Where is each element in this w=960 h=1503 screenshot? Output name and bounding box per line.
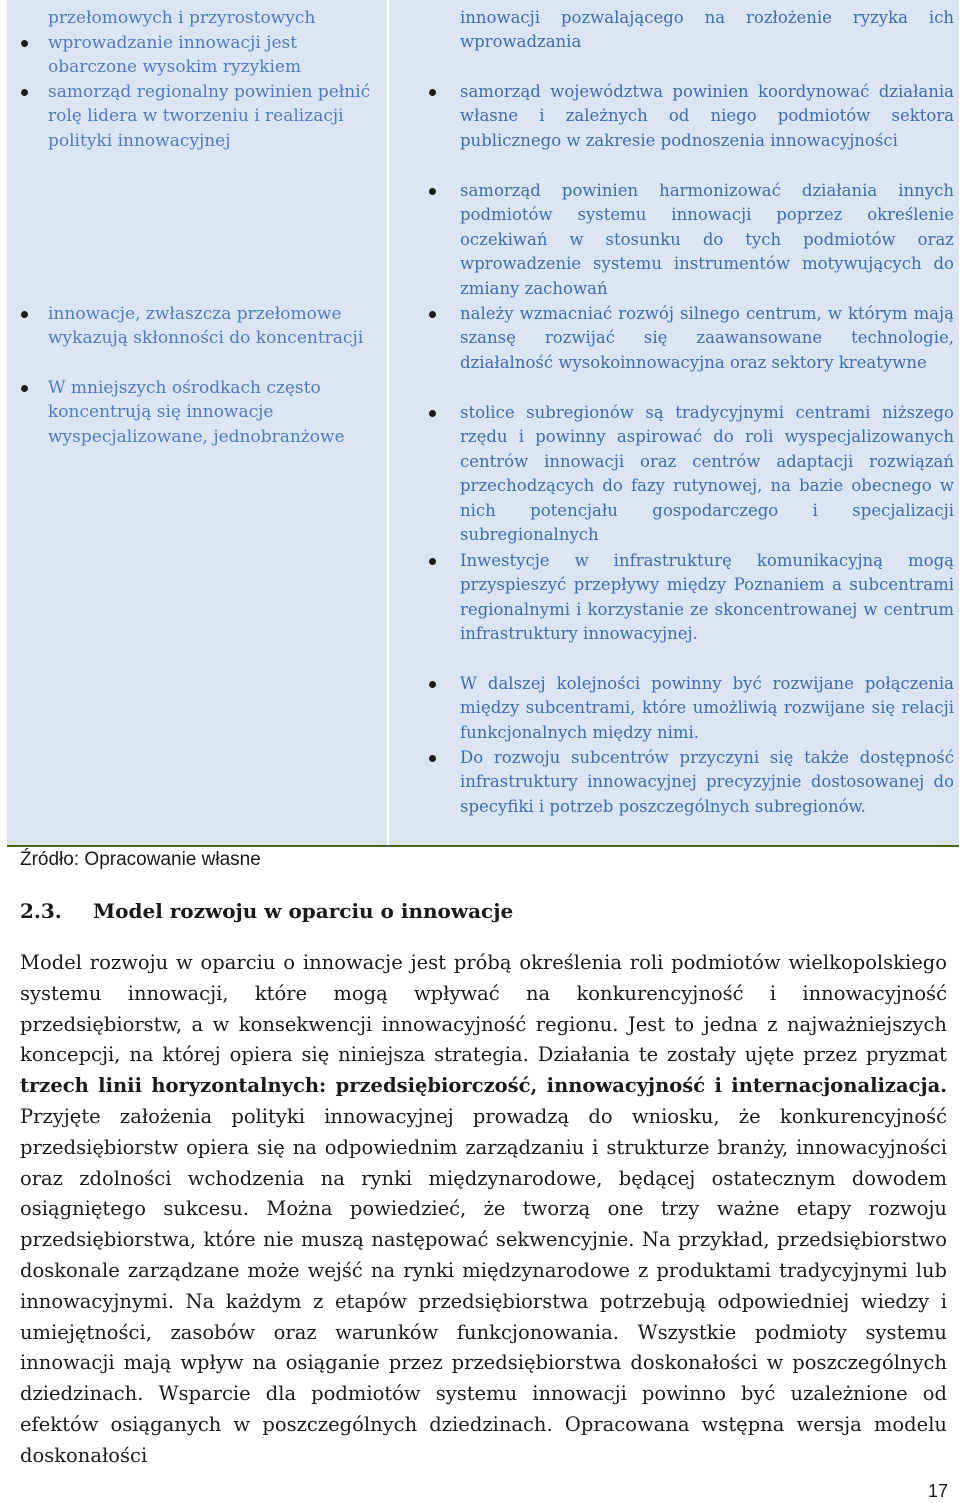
right-item: należy wzmacniać rozwój silnego centrum, w którym mają szansę rozwijać się zaawansowane technologie, działalność wysokoinnowacyjna oraz sektory kreatywne <box>460 304 954 372</box>
table-right-column <box>393 0 959 845</box>
bullet-icon <box>429 681 436 688</box>
bullet-icon <box>429 89 436 96</box>
bullet-icon <box>429 410 436 417</box>
section-number: 2.3. <box>20 899 62 923</box>
paragraph-bold-text: trzech linii horyzontalnych: przedsiębiorczość, innowacyjność i internacjonalizacja. <box>20 1074 947 1098</box>
section-title: Model rozwoju w oparciu o innowacje <box>93 899 514 923</box>
right-item: samorząd województwa powinien koordynować działania własne i zależnych od niego podmiotów sektora publicznego w zakresie podnoszenia innowacyjności <box>460 82 954 150</box>
bullet-icon <box>21 385 28 392</box>
bullet-icon <box>21 40 28 47</box>
column-separator <box>387 0 389 845</box>
bullet-icon <box>21 311 28 318</box>
bullet-icon <box>21 89 28 96</box>
table-source-note: Źródło: Opracowanie własne <box>20 849 261 870</box>
paragraph-text: Model rozwoju w oparciu o innowacje jest próbą określenia roli podmiotów wielkopolskiego systemu innowacji, które mogą wpływać na konkurencyjność i innowacyjność przedsiębiorstw, a w konsekwencji innowacyjność regionu. Jest to jedna z najważniejszych koncepcji, na której opiera się niniejsza strategia. Działania te zostały ujęte przez pryzmat <box>20 951 947 1067</box>
right-item-continuation: innowacji pozwalającego na rozłożenie ryzyka ich wprowadzania <box>460 8 954 52</box>
left-item: W mniejszych ośrodkach często koncentrują się innowacje wyspecjalizowane, jednobranżowe <box>48 378 345 447</box>
bullet-icon <box>429 755 436 762</box>
table-left-column <box>7 0 382 845</box>
bullet-icon <box>429 558 436 565</box>
right-item: Inwestycje w infrastrukturę komunikacyjną mogą przyspieszyć przepływy między Poznaniem a subcentrami regionalnymi i korzystanie ze skoncentrowanej w centrum infrastruktury innowacyjnej. <box>460 551 954 644</box>
body-paragraph <box>20 948 947 1472</box>
right-item: stolice subregionów są tradycyjnymi centrami niższego rzędu i powinny aspirować do roli wyspecjalizowanych centrów innowacji oraz centrów adaptacji rozwiązań przechodzących do fazy rutynowej, na bazie obecnego w nich potencjału gospodarczego i specjalizacji subregionalnych <box>460 403 954 545</box>
page-number: 17 <box>927 1481 948 1501</box>
left-item: innowacje, zwłaszcza przełomowe wykazują skłonności do koncentracji <box>48 304 364 349</box>
left-item: wprowadzanie innowacji jest obarczone wysokim ryzykiem <box>48 33 302 78</box>
right-item: samorząd powinien harmonizować działania innych podmiotów systemu innowacji poprzez określenie oczekiwań w stosunku do tych podmiotów oraz wprowadzenie systemu instrumentów motywujących do zmiany zachowań <box>460 181 954 298</box>
left-item: samorząd regionalny powinien pełnić rolę lidera w tworzeniu i realizacji polityki innowacyjnej <box>48 82 371 151</box>
right-item: Do rozwoju subcentrów przyczyni się także dostępność infrastruktury innowacyjnej precyzyjnie dostosowanej do specyfiki i potrzeb poszczególnych subregionów. <box>460 748 954 816</box>
section-heading <box>20 896 513 926</box>
right-item: W dalszej kolejności powinny być rozwijane połączenia między subcentrami, które umożliwią rozwijane się relacji funkcjonalnych między nimi. <box>460 674 954 742</box>
bullet-icon <box>429 188 436 195</box>
table-block <box>7 0 959 847</box>
bullet-icon <box>429 311 436 318</box>
left-item-continuation: przełomowych i przyrostowych <box>48 8 316 28</box>
paragraph-text: Przyjęte założenia polityki innowacyjnej prowadzą do wniosku, że konkurencyjność przedsiębiorstw opiera się na odpowiednim zarządzaniu i strukturze branży, innowacyjności oraz zdolności wchodzenia na rynki międzynarodowe, będącej ostatecznym dowodem osiągniętego sukcesu. Można powiedzieć, że tworzą one trzy ważne etapy rozwoju przedsiębiorstwa, które nie muszą następować sekwencyjnie. Na przykład, przedsiębiorstwo doskonale zarządzane może wejść na rynki międzynarodowe z produktami tradycyjnymi lub innowacyjnymi. Na każdym z etapów przedsiębiorstwa potrzebują odpowiedniej wiedzy i umiejętności, zasobów oraz warunków funkcjonowania. Wszystkie podmioty systemu innowacji mają wpływ na osiąganie przez przedsiębiorstwa doskonałości w poszczególnych dziedzinach. Wsparcie dla podmiotów systemu innowacji powinno być uzależnione od efektów osiąganych w poszczególnych dziedzinach. Opracowana wstępna wersja modelu doskonałości <box>20 1104 947 1467</box>
